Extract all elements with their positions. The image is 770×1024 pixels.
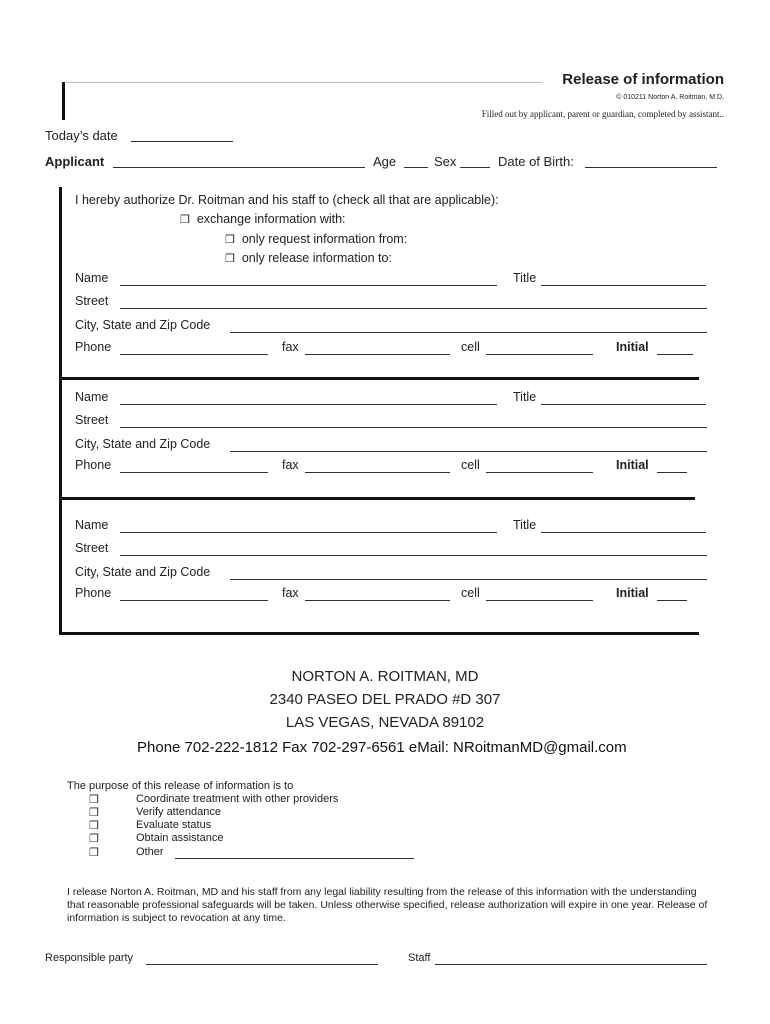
fax-label: fax: [282, 458, 299, 472]
option-label: exchange information with:: [196, 212, 346, 226]
purpose-label: Obtain assistance: [136, 832, 224, 844]
checkbox[interactable]: ❒: [89, 807, 99, 819]
name-label: Name: [75, 271, 109, 285]
cell-label: cell: [461, 340, 480, 354]
phone-field[interactable]: [120, 354, 268, 355]
initial-label: Initial: [616, 586, 649, 600]
block-left-border: [59, 187, 62, 635]
responsible-field[interactable]: [146, 964, 378, 965]
fill-note: Filled out by applicant, parent or guardian, completed by assistant..: [481, 109, 724, 119]
fax-field[interactable]: [305, 600, 450, 601]
title-field[interactable]: [541, 404, 706, 405]
cell-label: cell: [461, 458, 480, 472]
purpose-label: Evaluate status: [136, 819, 212, 831]
release-text: I release Norton A. Roitman, MD and his staff from any legal liability resulting from the release of this information with the understanding that reasonable professional safeguards will be taken. Unless otherwise specified, release authorization will expire in one year. Release of information is subject to revocation at any time.: [67, 886, 708, 924]
purpose-item[interactable]: [89, 832, 224, 845]
initial-field[interactable]: [657, 472, 687, 473]
checkbox[interactable]: ❒: [89, 794, 99, 806]
fax-label: fax: [282, 340, 299, 354]
sex-label: Sex: [434, 154, 457, 169]
staff-label: Staff: [408, 952, 431, 964]
street-label: Street: [75, 294, 109, 308]
city-field[interactable]: [230, 332, 707, 333]
purpose-intro: The purpose of this release of information is to: [67, 780, 294, 792]
city-label: City, State and Zip Code: [75, 318, 211, 332]
age-label: Age: [373, 154, 397, 169]
initial-field[interactable]: [657, 600, 687, 601]
purpose-item[interactable]: [89, 819, 212, 832]
initial-label: Initial: [616, 458, 649, 472]
applicant-label: Applicant: [45, 154, 105, 169]
title-label: Title: [513, 271, 537, 285]
block-divider-1: [59, 377, 699, 380]
checkbox[interactable]: ❒: [89, 847, 99, 859]
option-release[interactable]: [225, 251, 392, 265]
title-label: Title: [513, 390, 537, 404]
applicant-field[interactable]: [113, 167, 365, 168]
other-field[interactable]: [175, 858, 414, 859]
header-rule: [66, 82, 542, 83]
option-exchange[interactable]: [180, 212, 346, 226]
title-field[interactable]: [541, 532, 706, 533]
form-title: Release of information: [562, 71, 724, 88]
title-label: Title: [513, 518, 537, 532]
fax-field[interactable]: [305, 354, 450, 355]
option-label: only request information from:: [241, 232, 408, 246]
copyright-line: © 010211 Norton A. Roitman, M.D.: [616, 94, 724, 101]
cell-field[interactable]: [486, 354, 593, 355]
name-label: Name: [75, 390, 109, 404]
dob-field[interactable]: [585, 167, 717, 168]
street-field[interactable]: [120, 427, 707, 428]
checkbox[interactable]: ❒: [89, 833, 99, 845]
staff-field[interactable]: [435, 964, 707, 965]
fax-field[interactable]: [305, 472, 450, 473]
block-bottom-border: [59, 632, 699, 635]
checkbox[interactable]: ❒: [225, 234, 235, 246]
purpose-item[interactable]: [89, 793, 339, 806]
option-request[interactable]: [225, 232, 407, 246]
checkbox[interactable]: ❒: [89, 820, 99, 832]
street-label: Street: [75, 413, 109, 427]
street-field[interactable]: [120, 308, 707, 309]
phone-field[interactable]: [120, 600, 268, 601]
name-field[interactable]: [120, 285, 497, 286]
cell-field[interactable]: [486, 472, 593, 473]
sex-field[interactable]: [460, 167, 490, 168]
street-label: Street: [75, 541, 109, 555]
today-date-label: Today’s date: [45, 128, 118, 143]
name-field[interactable]: [120, 532, 497, 533]
header-vertical-bar: [62, 82, 65, 120]
age-field[interactable]: [404, 167, 428, 168]
doctor-name: NORTON A. ROITMAN, MD: [291, 668, 479, 685]
dob-label: Date of Birth:: [498, 154, 574, 169]
street-field[interactable]: [120, 555, 707, 556]
checkbox[interactable]: ❒: [225, 253, 235, 265]
doctor-address-2: LAS VEGAS, NEVADA 89102: [285, 714, 485, 731]
phone-label: Phone: [75, 458, 112, 472]
fax-label: fax: [282, 586, 299, 600]
cell-label: cell: [461, 586, 480, 600]
purpose-item[interactable]: [89, 846, 164, 859]
city-field[interactable]: [230, 451, 707, 452]
initial-label: Initial: [616, 340, 649, 354]
initial-field[interactable]: [657, 354, 693, 355]
purpose-label: Other: [136, 846, 164, 858]
authorize-text: I hereby authorize Dr. Roitman and his staff to (check all that are applicable):: [75, 193, 499, 207]
name-label: Name: [75, 518, 109, 532]
title-field[interactable]: [541, 285, 706, 286]
phone-field[interactable]: [120, 472, 268, 473]
name-field[interactable]: [120, 404, 497, 405]
city-field[interactable]: [230, 579, 707, 580]
responsible-label: Responsible party: [45, 952, 134, 964]
today-date-field[interactable]: [131, 141, 233, 142]
purpose-item[interactable]: [89, 806, 222, 819]
phone-label: Phone: [75, 340, 112, 354]
block-divider-2: [59, 497, 695, 500]
purpose-label: Verify attendance: [136, 806, 222, 818]
doctor-address-1: 2340 PASEO DEL PRADO #D 307: [269, 691, 501, 708]
phone-label: Phone: [75, 586, 112, 600]
doctor-contact: Phone 702-222-1812 Fax 702-297-6561 eMail: NRoitmanMD@gmail.com: [137, 739, 627, 756]
purpose-label: Coordinate treatment with other providers: [136, 793, 339, 805]
checkbox[interactable]: ❒: [180, 214, 190, 226]
city-label: City, State and Zip Code: [75, 565, 211, 579]
cell-field[interactable]: [486, 600, 593, 601]
option-label: only release information to:: [241, 251, 392, 265]
city-label: City, State and Zip Code: [75, 437, 211, 451]
